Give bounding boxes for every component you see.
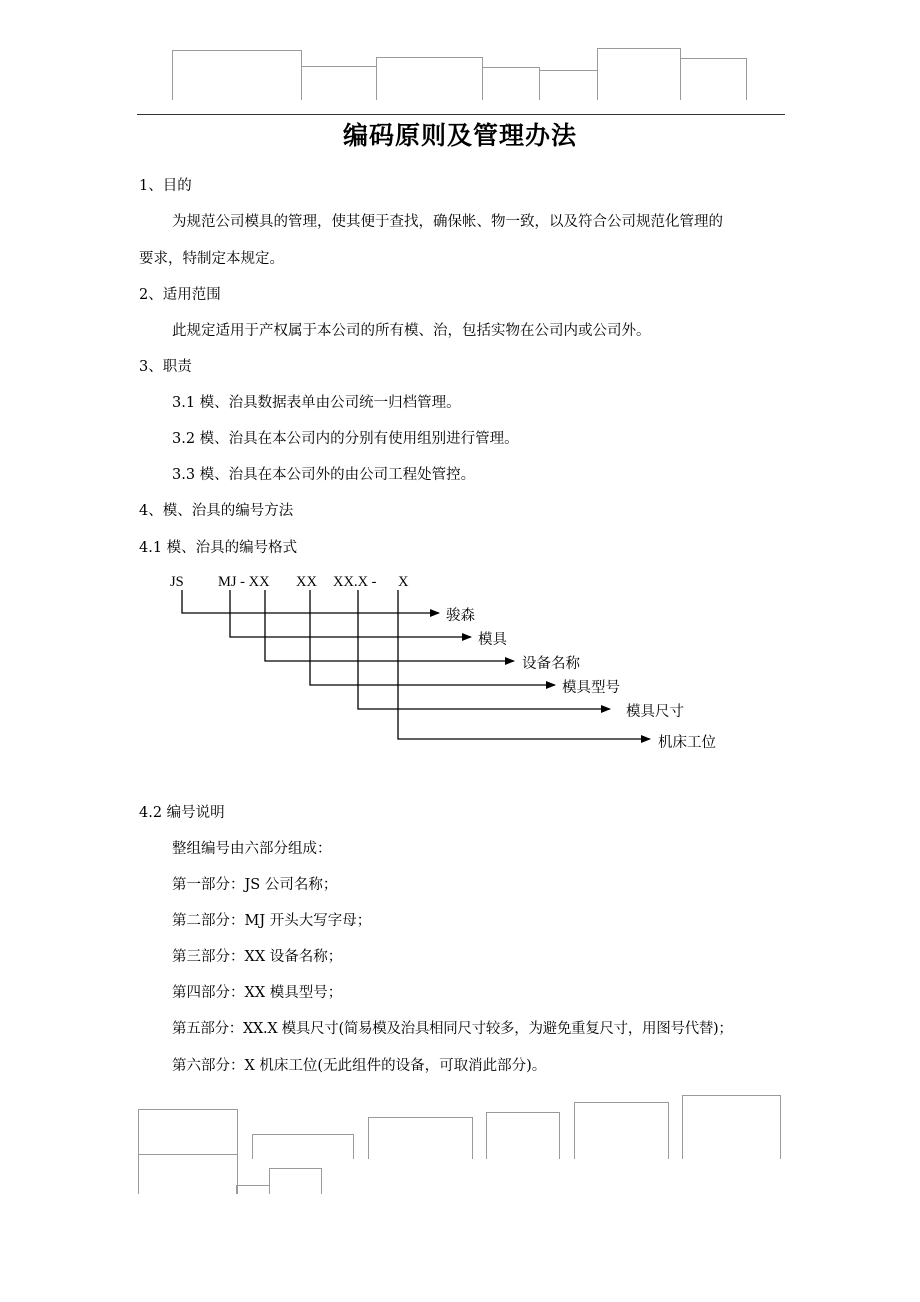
footer-frame-5 — [574, 1102, 669, 1159]
footer-frame-2 — [252, 1134, 354, 1159]
list-item: 第一部分：JS 公司名称； — [172, 877, 338, 893]
diagram-label-station: 机床工位 — [658, 735, 716, 751]
list-item: 3.3 模、治具在本公司外的由公司工程处管控。 — [172, 467, 476, 483]
code-segment-mj: MJ - XX — [218, 574, 270, 590]
list-item: 第四部分：XX 模具型号； — [172, 985, 343, 1001]
list-item: 3.1 模、治具数据表单由公司统一归档管理。 — [172, 395, 461, 411]
list-item: 3.2 模、治具在本公司内的分别有使用组别进行管理。 — [172, 431, 519, 447]
footer-frame-1 — [138, 1109, 238, 1159]
list-item: 第二部分：MJ 开头大写字母； — [172, 913, 372, 929]
section-4-heading: 4、模、治具的编号方法 — [139, 503, 294, 519]
page-title: 编码原则及管理办法 — [342, 121, 577, 150]
connector-xx-device — [265, 590, 514, 661]
list-item: 第三部分：XX 设备名称； — [172, 949, 343, 965]
footer-frame-3 — [368, 1117, 473, 1159]
code-segment-xx: XX — [296, 574, 317, 590]
section-2-heading: 2、适用范围 — [139, 287, 221, 303]
footer-frame-6 — [682, 1095, 781, 1159]
paragraph-line: 为规范公司模具的管理，使其便于查找，确保帐、物一致，以及符合公司规范化管理的 — [172, 214, 723, 230]
section-1-heading: 1、目的 — [139, 178, 192, 194]
footer-frame-8 — [236, 1185, 270, 1194]
diagram-label-mold: 模具 — [478, 632, 507, 648]
code-segment-js: JS — [170, 574, 184, 590]
list-item: 第五部分：XX.X 模具尺寸(简易模及治具相同尺寸较多，为避免重复尺寸，用图号代替)； — [172, 1021, 733, 1037]
paragraph-line: 此规定适用于产权属于本公司的所有模、治，包括实物在公司内或公司外。 — [172, 323, 651, 339]
diagram-label-model: 模具型号 — [562, 680, 620, 696]
list-item: 第六部分：X 机床工位(无此组件的设备，可取消此部分)。 — [172, 1058, 547, 1074]
code-segment-xxx: XX.X - — [333, 574, 377, 590]
section-3-heading: 3、职责 — [139, 359, 192, 375]
subsection-heading: 4.1 模、治具的编号格式 — [139, 540, 298, 556]
code-segment-x: X — [398, 574, 409, 590]
subsection-heading: 4.2 编号说明 — [139, 805, 225, 821]
footer-frame-4 — [486, 1112, 560, 1159]
paragraph-line: 整组编号由六部分组成： — [172, 841, 332, 857]
footer-frame-9 — [269, 1168, 322, 1194]
diagram-label-size: 模具尺寸 — [626, 704, 684, 720]
diagram-label-device: 设备名称 — [522, 656, 580, 672]
diagram-label-company: 骏森 — [446, 608, 475, 624]
paragraph-line: 要求，特制定本规定。 — [139, 251, 284, 267]
footer-frame-7 — [138, 1154, 238, 1194]
